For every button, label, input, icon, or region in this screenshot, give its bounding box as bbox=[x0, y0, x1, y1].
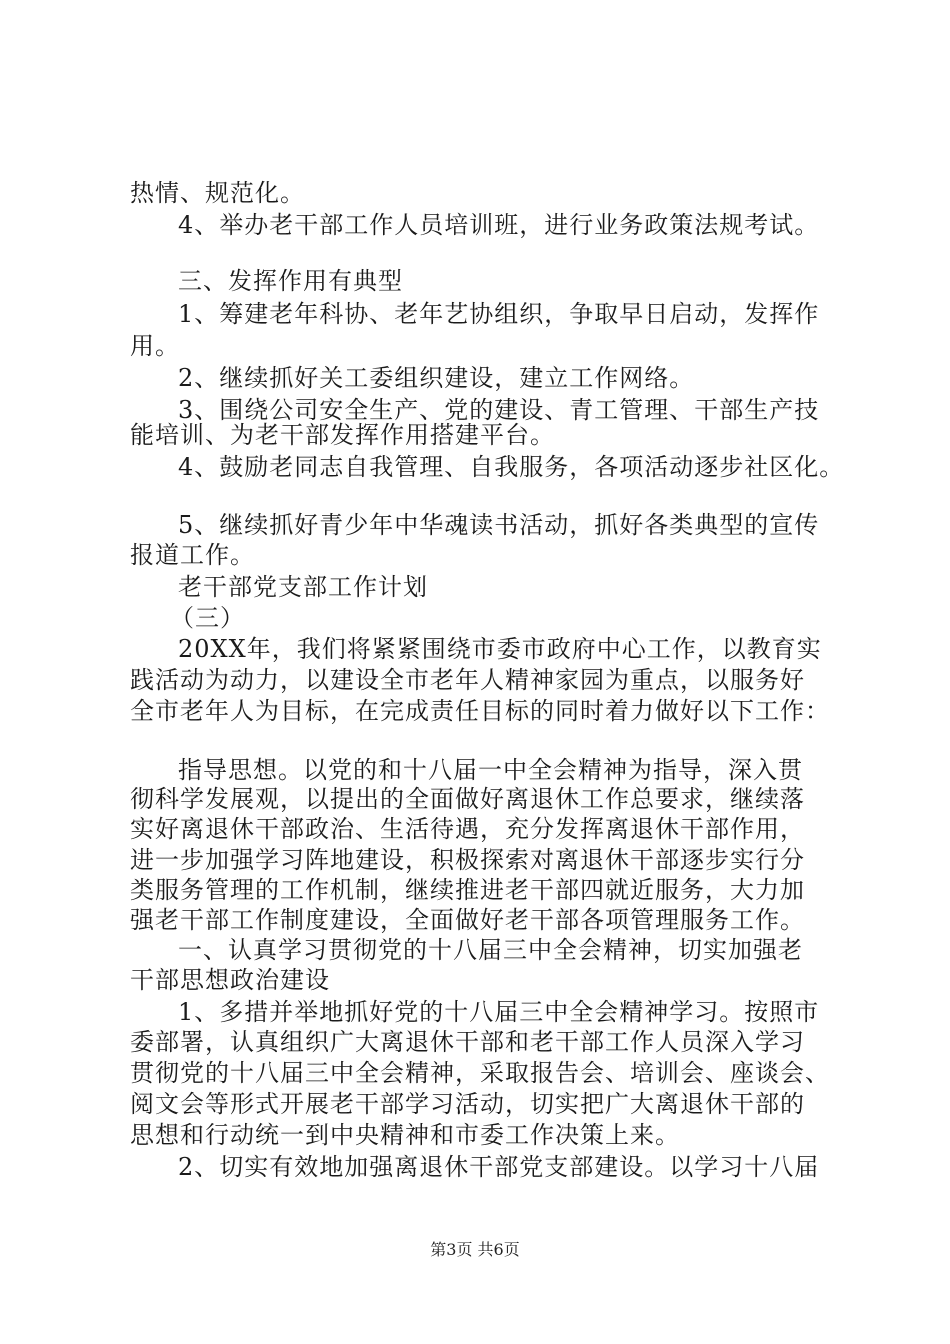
text-line: 贯彻党的十八届三中全会精神，采取报告会、培训会、座谈会、 bbox=[130, 1059, 830, 1087]
text-line: 践活动为动力，以建设全市老年人精神家园为重点，以服务好 bbox=[130, 666, 805, 694]
text-line: 5、继续抓好青少年中华魂读书活动，抓好各类典型的宣传 bbox=[178, 511, 820, 539]
text-line: 2、继续抓好关工委组织建设，建立工作网络。 bbox=[178, 364, 695, 392]
text-line: 思想和行动统一到中央精神和市委工作决策上来。 bbox=[130, 1121, 680, 1149]
text-line: 4、鼓励老同志自我管理、自我服务，各项活动逐步社区化。 bbox=[178, 453, 845, 481]
text-line: 强老干部工作制度建设，全面做好老干部各项管理服务工作。 bbox=[130, 906, 805, 934]
text-line: 3、围绕公司安全生产、党的建设、青工管理、干部生产技 bbox=[178, 396, 820, 424]
document-title: 老干部党支部工作计划 bbox=[178, 573, 428, 601]
text-line: 1、筹建老年科协、老年艺协组织，争取早日启动，发挥作 bbox=[178, 300, 820, 328]
text-line: 4、举办老干部工作人员培训班，进行业务政策法规考试。 bbox=[178, 211, 820, 239]
page-footer: 第3页 共6页 bbox=[430, 1240, 520, 1259]
text-line: 全市老年人为目标，在完成责任目标的同时着力做好以下工作： bbox=[130, 697, 830, 725]
text-line: 用。 bbox=[130, 332, 180, 360]
text-line: 能培训、为老干部发挥作用搭建平台。 bbox=[130, 421, 555, 449]
text-line: 类服务管理的工作机制，继续推进老干部四就近服务，大力加 bbox=[130, 876, 805, 904]
document-subtitle: （三） bbox=[170, 604, 245, 632]
text-line: 2、切实有效地加强离退休干部党支部建设。以学习十八届 bbox=[178, 1153, 820, 1181]
section-heading: 一、认真学习贯彻党的十八届三中全会精神，切实加强老 bbox=[178, 936, 803, 964]
text-line: 报道工作。 bbox=[130, 541, 255, 569]
text-line: 热情、规范化。 bbox=[130, 179, 305, 207]
text-line: 指导思想。以党的和十八届一中全会精神为指导，深入贯 bbox=[178, 756, 803, 784]
text-line: 1、多措并举地抓好党的十八届三中全会精神学习。按照市 bbox=[178, 998, 820, 1026]
text-line: 委部署，认真组织广大离退休干部和老干部工作人员深入学习 bbox=[130, 1028, 805, 1056]
text-line: 20XX年，我们将紧紧围绕市委市政府中心工作，以教育实 bbox=[178, 635, 822, 663]
section-heading: 干部思想政治建设 bbox=[130, 966, 330, 994]
text-line: 彻科学发展观，以提出的全面做好离退休工作总要求，继续落 bbox=[130, 785, 805, 813]
text-line: 阅文会等形式开展老干部学习活动，切实把广大离退休干部的 bbox=[130, 1090, 805, 1118]
text-line: 实好离退休干部政治、生活待遇，充分发挥离退休干部作用， bbox=[130, 815, 805, 843]
text-line: 进一步加强学习阵地建设，积极探索对离退休干部逐步实行分 bbox=[130, 846, 805, 874]
section-heading: 三、发挥作用有典型 bbox=[178, 267, 403, 295]
